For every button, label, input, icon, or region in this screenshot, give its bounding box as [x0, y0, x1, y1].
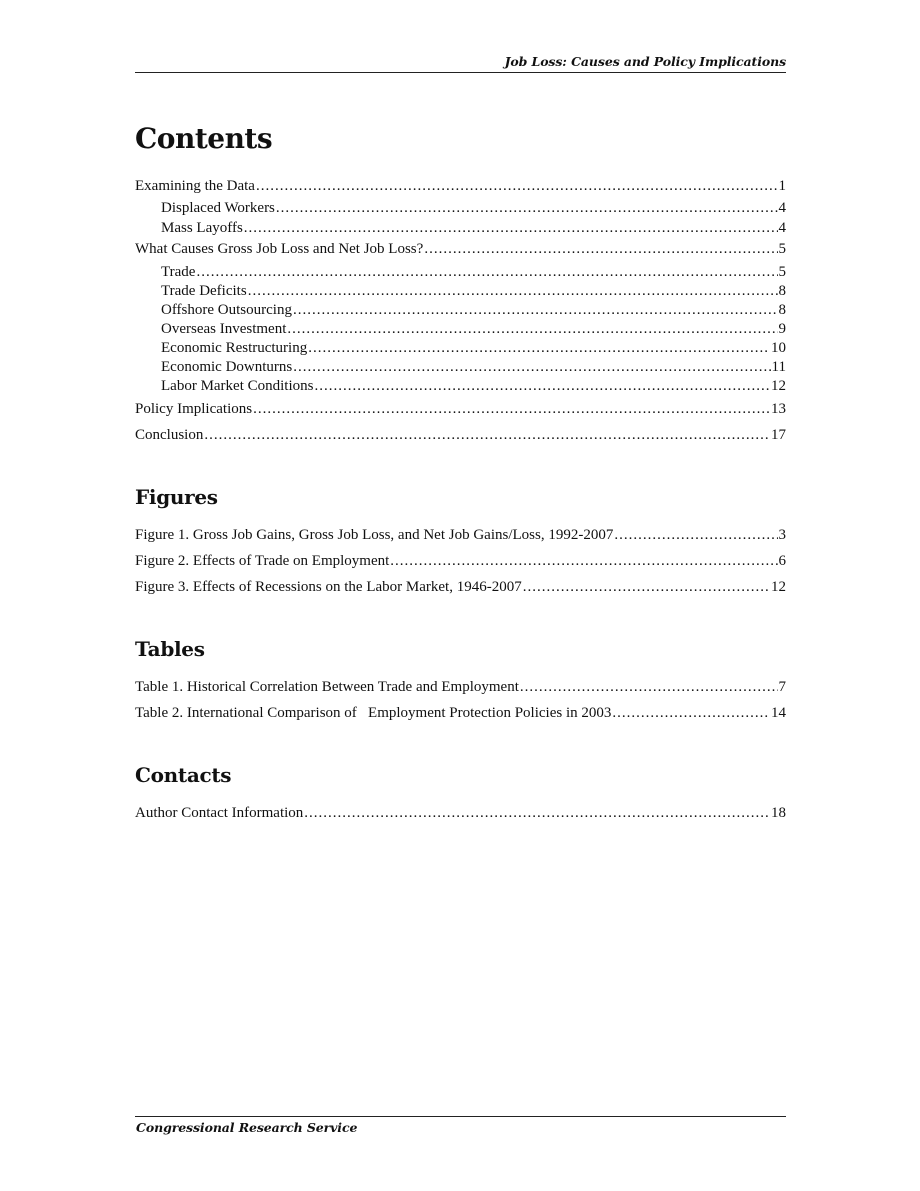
toc-entry-text: Trade	[161, 264, 196, 280]
toc-page-number: 3	[778, 527, 786, 543]
toc-entry-text: Labor Market Conditions	[161, 378, 314, 394]
toc-page-number: 17	[771, 427, 786, 443]
toc-entry-text: Economic Restructuring	[161, 340, 308, 356]
contacts-title: Contacts	[135, 763, 232, 787]
toc-page-number: 8	[778, 302, 786, 318]
toc-entry-text: Policy Implications	[135, 401, 253, 417]
toc-entry-text: Offshore Outsourcing	[161, 302, 292, 318]
dot-leader	[304, 804, 770, 822]
dot-leader	[612, 704, 770, 722]
running-header: Job Loss: Causes and Policy Implications	[504, 54, 786, 69]
tables-title: Tables	[135, 637, 205, 661]
toc-entry-economic-downturns[interactable]	[161, 358, 786, 376]
toc-page-number: 8	[778, 283, 786, 299]
toc-entry-conclusion[interactable]	[135, 426, 786, 444]
footer-rule	[135, 1116, 786, 1117]
toc-entry-text: Figure 3. Effects of Recessions on the Labor Market, 1946-2007	[135, 579, 522, 595]
dot-leader	[244, 219, 778, 237]
toc-page-number: 12	[771, 378, 786, 394]
toc-page-number: 9	[778, 321, 786, 337]
toc-page-number: 4	[778, 220, 786, 236]
toc-entry-text: Conclusion	[135, 427, 204, 443]
dot-leader	[248, 282, 778, 300]
toc-entry-text: Figure 1. Gross Job Gains, Gross Job Loss, and Net Job Gains/Loss, 1992-2007	[135, 527, 614, 543]
toc-entry-text: Table 2. International Comparison of Employment Protection Policies in 2003	[135, 705, 612, 721]
toc-entry-figure-2[interactable]	[135, 552, 786, 570]
toc-entry-economic-restructuring[interactable]	[161, 339, 786, 357]
toc-page-number: 12	[771, 579, 786, 595]
toc-page-number: 7	[778, 679, 786, 695]
toc-entry-text: Economic Downturns	[161, 359, 293, 375]
toc-page-number: 4	[778, 200, 786, 216]
toc-entry-offshore-outsourcing[interactable]	[161, 301, 786, 319]
toc-page-number: 5	[778, 241, 786, 257]
toc-page-number: 1	[778, 178, 786, 194]
dot-leader	[253, 400, 770, 418]
toc-entry-trade-deficits[interactable]	[161, 282, 786, 300]
toc-entry-overseas-investment[interactable]	[161, 320, 786, 338]
dot-leader	[520, 678, 778, 696]
toc-entry-text: Author Contact Information	[135, 805, 304, 821]
dot-leader	[523, 578, 770, 596]
toc-entry-text: What Causes Gross Job Loss and Net Job Loss?	[135, 241, 424, 257]
toc-entry-text: Mass Layoffs	[161, 220, 243, 236]
toc-page-number: 6	[778, 553, 786, 569]
dot-leader	[256, 177, 778, 195]
toc-entry-displaced-workers[interactable]	[161, 199, 786, 217]
dot-leader	[204, 426, 770, 444]
toc-page-number: 18	[771, 805, 786, 821]
toc-entry-table-2[interactable]	[135, 704, 786, 722]
dot-leader	[196, 263, 777, 281]
toc-entry-mass-layoffs[interactable]	[161, 219, 786, 237]
toc-entry-policy-implications[interactable]	[135, 400, 786, 418]
dot-leader	[614, 526, 777, 544]
dot-leader	[293, 358, 770, 376]
toc-entry-figure-1[interactable]	[135, 526, 786, 544]
toc-page-number: 13	[771, 401, 786, 417]
toc-page-number: 14	[771, 705, 786, 721]
toc-entry-text: Examining the Data	[135, 178, 255, 194]
dot-leader	[308, 339, 770, 357]
dot-leader	[287, 320, 777, 338]
dot-leader	[276, 199, 778, 217]
toc-entry-text: Overseas Investment	[161, 321, 287, 337]
toc-entry-figure-3[interactable]	[135, 578, 786, 596]
toc-entry-text: Displaced Workers	[161, 200, 275, 216]
running-footer: Congressional Research Service	[136, 1120, 358, 1135]
dot-leader	[314, 377, 770, 395]
contents-title: Contents	[135, 122, 273, 155]
dot-leader	[424, 240, 777, 258]
toc-entry-text: Table 1. Historical Correlation Between Trade and Employment	[135, 679, 519, 695]
header-rule	[135, 72, 786, 73]
toc-entry-examining-the-data[interactable]	[135, 177, 786, 195]
toc-entry-table-1[interactable]	[135, 678, 786, 696]
toc-page-number: 11	[771, 359, 786, 375]
toc-page-number: 5	[778, 264, 786, 280]
toc-entry-text: Figure 2. Effects of Trade on Employment	[135, 553, 390, 569]
toc-page-number: 10	[771, 340, 786, 356]
toc-entry-author-contact[interactable]	[135, 804, 786, 822]
dot-leader	[293, 301, 778, 319]
toc-entry-trade[interactable]	[161, 263, 786, 281]
toc-entry-what-causes-job-loss[interactable]	[135, 240, 786, 258]
toc-entry-text: Trade Deficits	[161, 283, 247, 299]
dot-leader	[390, 552, 777, 570]
figures-title: Figures	[135, 485, 218, 509]
toc-entry-labor-market-conditions[interactable]	[161, 377, 786, 395]
